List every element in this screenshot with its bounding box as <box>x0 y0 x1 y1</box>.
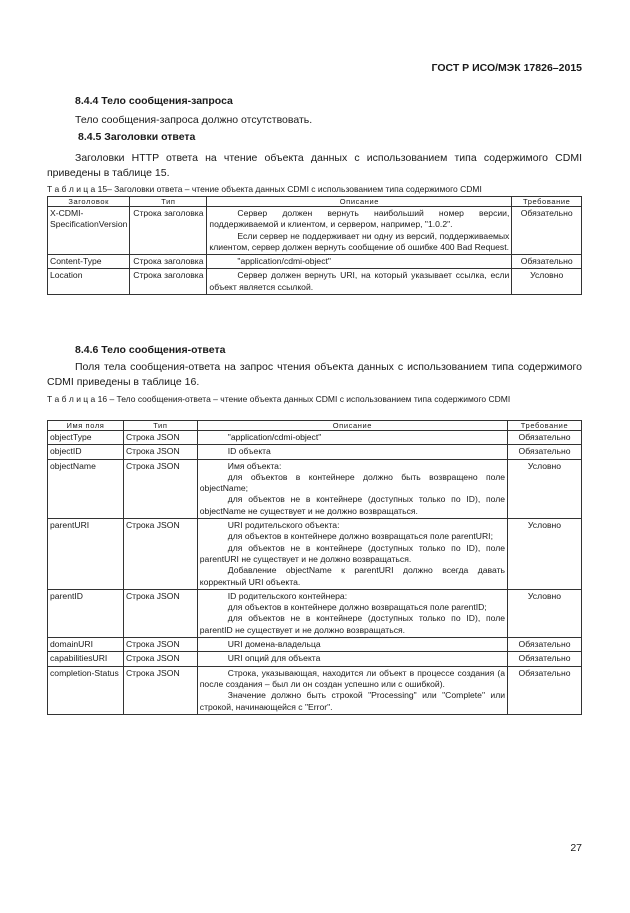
table-row <box>48 445 582 459</box>
field-name-cell: domainURI <box>48 638 124 652</box>
type-cell: Строка JSON <box>123 445 197 459</box>
table-row <box>48 589 582 637</box>
type-cell: Строка JSON <box>123 459 197 518</box>
requirement-cell: Обязательно <box>508 445 582 459</box>
field-name-cell: X-CDMI-SpecificationVersion <box>48 207 130 255</box>
table-row <box>48 269 582 295</box>
table-header-cell: Заголовок <box>48 197 130 207</box>
type-cell: Строка заголовка <box>130 207 207 255</box>
table-row <box>48 431 582 445</box>
field-name-cell: completion-Status <box>48 666 124 714</box>
table-header-cell: Тип <box>123 421 197 431</box>
type-cell: Строка JSON <box>123 431 197 445</box>
section-8-4-5-text: Заголовки HTTP ответа на чтение объекта данных с использованием типа содержимого CDMI приведены в таблице 15. <box>47 152 582 179</box>
section-8-4-6-text: Поля тела сообщения-ответа на запрос чтения объекта данных с использованием типа содержимого CDMI приведены в таблице 16. <box>47 361 582 388</box>
description-cell <box>197 445 507 459</box>
table-16 <box>47 420 582 715</box>
table-row <box>48 459 582 518</box>
table-header-cell: Имя поля <box>48 421 124 431</box>
type-cell: Строка заголовка <box>130 269 207 295</box>
type-cell: Строка JSON <box>123 638 197 652</box>
requirement-cell: Условно <box>512 269 582 295</box>
field-name-cell: objectID <box>48 445 124 459</box>
table-row <box>48 652 582 666</box>
requirement-cell: Обязательно <box>508 652 582 666</box>
description-cell <box>197 666 507 714</box>
description-paragraph: URI опций для объекта <box>227 653 321 664</box>
table-15-caption: Т а б л и ц а 15– Заголовки ответа – чтение объекта данных CDMI с использованием типа содержимого CDMI <box>47 184 482 194</box>
description-paragraph: для объектов не в контейнере (доступных только по ID), поле parentURI не существует и не должно возвращаться. <box>199 542 506 564</box>
type-cell: Строка JSON <box>123 589 197 637</box>
field-name-cell: parentID <box>48 589 124 637</box>
section-8-4-6-heading: 8.4.6 Тело сообщения-ответа <box>75 344 226 356</box>
page-number: 27 <box>570 842 582 854</box>
field-name-cell: Location <box>48 269 130 295</box>
table-16-header-row <box>48 421 582 431</box>
table-header-cell: Описание <box>207 197 512 207</box>
description-paragraph: для объектов не в контейнере (доступных только по ID), поле parentID не существует и не должно возвращаться. <box>199 613 506 635</box>
field-name-cell: Content-Type <box>48 255 130 269</box>
table-16-caption: Т а б л и ц а 16 – Тело сообщения-ответа – чтение объекта данных CDMI с использованием типа содержимого CDMI <box>47 394 511 404</box>
description-paragraph: ID родительского контейнера: <box>227 590 348 601</box>
type-cell: Строка JSON <box>123 519 197 590</box>
section-8-4-4-heading: 8.4.4 Тело сообщения-запроса <box>75 95 233 107</box>
table-header-cell: Требование <box>512 197 582 207</box>
description-paragraph: Имя объекта: <box>227 460 282 471</box>
table-15 <box>47 196 582 295</box>
table-row <box>48 666 582 714</box>
description-cell <box>197 459 507 518</box>
description-cell <box>197 652 507 666</box>
type-cell: Строка заголовка <box>130 255 207 269</box>
description-cell <box>207 255 512 269</box>
description-paragraph: Сервер должен вернуть URI, на который указывает ссылка, если объект является ссылкой. <box>209 270 510 292</box>
description-paragraph: для объектов в контейнере должно возвращаться поле parentID; <box>227 602 487 613</box>
field-name-cell: objectName <box>48 459 124 518</box>
description-paragraph: Сервер должен вернуть наибольший номер версии, поддерживаемой и клиентом, и сервером, например, "1.0.2". <box>209 208 510 230</box>
standard-header: ГОСТ Р ИСО/МЭК 17826–2015 <box>431 62 582 74</box>
description-cell <box>197 589 507 637</box>
description-paragraph: Значение должно быть строкой "Processing" или "Complete" или строкой, начинающейся с "Error". <box>199 690 506 712</box>
requirement-cell: Условно <box>508 459 582 518</box>
table-row <box>48 255 582 269</box>
requirement-cell: Обязательно <box>512 255 582 269</box>
field-name-cell: objectType <box>48 431 124 445</box>
table-header-cell: Требование <box>508 421 582 431</box>
requirement-cell: Обязательно <box>508 431 582 445</box>
table-row <box>48 519 582 590</box>
description-paragraph: "application/cdmi-object" <box>237 256 331 267</box>
description-paragraph: Строка, указывающая, находится ли объект в процессе создания (а после создания – был ли он создан успешно или с ошибкой). <box>199 667 506 689</box>
requirement-cell: Обязательно <box>508 666 582 714</box>
section-8-4-4-text: Тело сообщения-запроса должно отсутствовать. <box>75 114 313 126</box>
section-8-4-5-heading: 8.4.5 Заголовки ответа <box>78 131 196 143</box>
description-paragraph: URI родительского объекта: <box>227 520 340 531</box>
requirement-cell: Условно <box>508 589 582 637</box>
table-row <box>48 638 582 652</box>
requirement-cell: Обязательно <box>512 207 582 255</box>
requirement-cell: Обязательно <box>508 638 582 652</box>
description-paragraph: Если сервер не поддерживает ни одну из версий, поддерживаемых клиентом, сервер должен вернуть сообщение об ошибке 400 Bad Request. <box>209 230 510 252</box>
description-paragraph: Добавление objectName к parentURI должно всегда давать корректный URI объекта. <box>199 565 506 587</box>
description-cell <box>197 431 507 445</box>
type-cell: Строка JSON <box>123 652 197 666</box>
field-name-cell: capabilitiesURI <box>48 652 124 666</box>
table-row <box>48 207 582 255</box>
description-cell <box>207 207 512 255</box>
description-cell <box>197 519 507 590</box>
type-cell: Строка JSON <box>123 666 197 714</box>
description-paragraph: "application/cdmi-object" <box>227 432 322 442</box>
table-15-header-row <box>48 197 582 207</box>
description-paragraph: ID объекта <box>227 446 271 457</box>
field-name-cell: parentURI <box>48 519 124 590</box>
description-cell <box>207 269 512 295</box>
description-paragraph: для объектов в контейнере должно возвращаться поле parentURI; <box>227 531 493 542</box>
description-paragraph: для объектов в контейнере должно быть возвращено поле objectName; <box>199 471 506 494</box>
description-cell <box>197 638 507 652</box>
description-paragraph: для объектов не в контейнере (доступных только по ID), поле objectName не существует и не должно возвращаться. <box>199 494 506 516</box>
description-paragraph: URI домена-владельца <box>227 639 321 650</box>
requirement-cell: Условно <box>508 519 582 590</box>
table-header-cell: Тип <box>130 197 207 207</box>
table-header-cell: Описание <box>197 421 507 431</box>
